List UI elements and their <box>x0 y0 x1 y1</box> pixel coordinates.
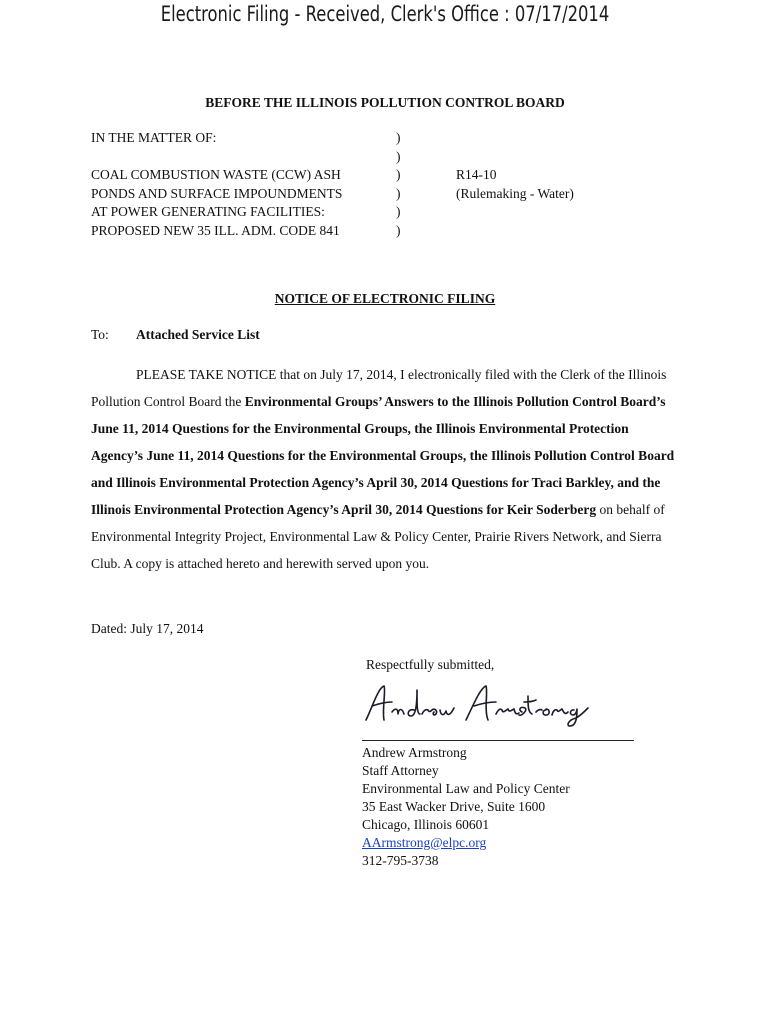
case-type: (Rulemaking - Water) <box>456 185 574 201</box>
to-line <box>91 327 260 343</box>
caption-paren: ) <box>396 204 401 219</box>
caption-right-line <box>456 222 459 241</box>
notice-body <box>91 361 683 577</box>
notice-title: NOTICE OF ELECTRONIC FILING <box>274 291 496 306</box>
body-text-part2: on behalf of Environmental Integrity Project, Environmental Law & Policy Center, Prairie Rivers Network, and Sierra Club. A copy is attached hereto and herewith served upon you. <box>91 502 665 571</box>
caption-paren: ) <box>396 222 401 238</box>
body-text-bold: Environmental Groups’ Answers to the Illinois Pollution Control Board’s June 11, 2014 Questions for the Environmental Groups, the Illinois Environmental Protection Agency’s June 11, 2014 Questions for the Environmental Groups, the Illinois Pollution Control Board and Illinois Environmental Protection Agency’s April 30, 2014 Questions for Traci Barkley, and the Illinois Environmental Protection Agency’s April 30, 2014 Questions for Keir Soderberg <box>91 394 675 517</box>
document-heading: BEFORE THE ILLINOIS POLLUTION CONTROL BOARD <box>205 95 565 110</box>
caption-left-line: COAL COMBUSTION WASTE (CCW) ASH <box>91 167 341 182</box>
caption-paren: ) <box>396 167 401 182</box>
signature-line <box>362 740 634 741</box>
body-text-part1: PLEASE TAKE NOTICE that on July 17, 2014, I electronically filed with the Clerk of the Illinois Pollution Control Board the <box>91 367 667 409</box>
caption-paren: ) <box>396 185 401 201</box>
dated-line: Dated: July 17, 2014 <box>91 621 204 636</box>
signer-organization: Environmental Law and Policy Center <box>362 781 570 796</box>
caption-right-line <box>456 203 459 222</box>
caption-left-line <box>91 148 396 167</box>
caption-paren: ) <box>396 148 401 164</box>
closing-line: Respectfully submitted, <box>366 657 495 672</box>
signer-address-line2: Chicago, Illinois 60601 <box>362 817 490 832</box>
signer-address-line1: 35 East Wacker Drive, Suite 1600 <box>362 799 546 814</box>
signature-block <box>362 744 570 870</box>
case-number: R14-10 <box>456 167 497 182</box>
signer-email-link[interactable]: AArmstrong@elpc.org <box>362 835 487 850</box>
caption-right-line <box>456 129 459 148</box>
to-label: To: <box>91 327 109 342</box>
caption-left-line: IN THE MATTER OF: <box>91 130 217 145</box>
signer-title: Staff Attorney <box>362 763 439 778</box>
signer-phone: 312-795-3738 <box>362 853 439 868</box>
caption-right-line <box>456 148 459 167</box>
caption-left-line: PROPOSED NEW 35 ILL. ADM. CODE 841 <box>91 222 340 238</box>
caption-paren: ) <box>396 130 401 145</box>
to-value: Attached Service List <box>136 327 260 342</box>
filing-stamp: Electronic Filing - Received, Clerk's Office : 07/17/2014 <box>160 2 610 26</box>
caption-left-line: AT POWER GENERATING FACILITIES: <box>91 204 325 219</box>
signer-name: Andrew Armstrong <box>362 745 467 760</box>
caption-left-line: PONDS AND SURFACE IMPOUNDMENTS <box>91 185 343 201</box>
case-caption <box>91 129 574 240</box>
handwritten-signature <box>362 680 592 730</box>
